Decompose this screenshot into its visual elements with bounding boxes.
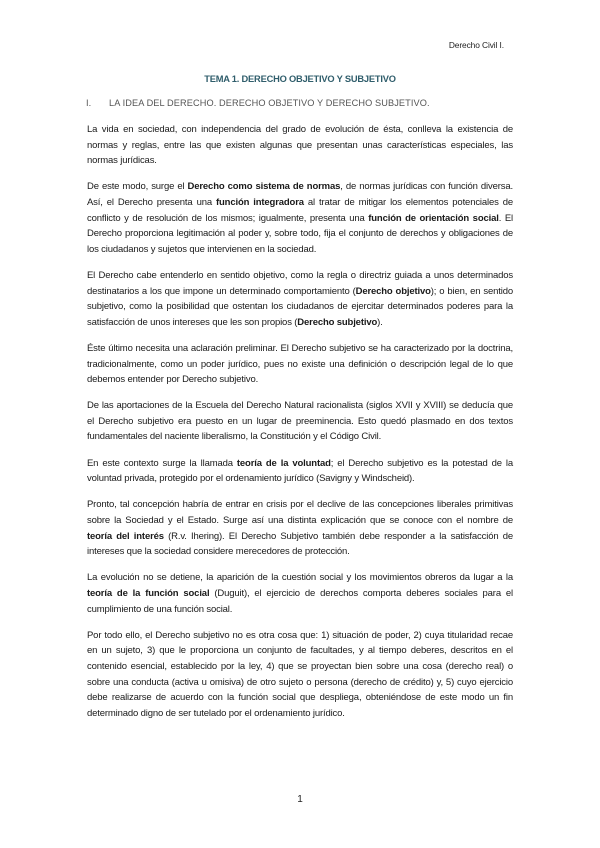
document-body — [87, 122, 513, 732]
bold-term: teoría de la función social — [87, 588, 210, 599]
paragraph-text: El Derecho cabe entenderlo en sentido objetivo, como la regla o directriz guiada a unos determinados destinatarios a los que impone un determinado comportamiento ( — [87, 269, 513, 297]
paragraph-text: Pronto, tal concepción habría de entrar en crisis por el declive de las concepciones liberales primitivas sobre la Sociedad y el Estado. Surge así una distinta explicación que se conoce con el nombre de — [87, 499, 513, 527]
section-heading-text: LA IDEA DEL DERECHO. DERECHO OBJETIVO Y DERECHO SUBJETIVO. — [109, 98, 430, 108]
paragraph-text: Éste último necesita una aclaración preliminar. El Derecho subjetivo se ha caracterizado por la doctrina, tradicionalmente, como un poder jurídico, pues no existe una definición o descripción legal de lo que debemos entender por Derecho subjetivo. — [87, 342, 513, 386]
bold-term: función integradora — [216, 196, 304, 208]
paragraph-text: La evolución no se detiene, la aparición de la cuestión social y los movimientos obreros da lugar a la — [87, 572, 513, 584]
paragraph-text: (Duguit), el ejercicio de derechos comporta deberes sociales para el cumplimiento de una función social. — [87, 588, 513, 615]
document-title: TEMA 1. DERECHO OBJETIVO Y SUBJETIVO — [204, 74, 396, 84]
paragraph-text: ). — [377, 316, 383, 328]
paragraph-text: La vida en sociedad, con independencia del grado de evolución de ésta, conlleva la existencia de normas y reglas, entre las que existen algunas que presentan unas características especiales, las normas jurídicas. — [87, 124, 513, 167]
section-number: I. — [86, 98, 92, 108]
paragraph-text: . El Derecho proporciona legitimación al poder y, sobre todo, fija el conjunto de derechos y obligaciones de los ciudadanos y sujetos que intervienen en la sociedad. — [87, 212, 513, 255]
paragraph — [87, 398, 513, 445]
paragraph — [87, 122, 513, 169]
page-number: 1 — [297, 794, 303, 805]
paragraph-text: En este contexto surge la llamada — [87, 457, 237, 469]
paragraph-text: al tratar de mitigar los elementos potenciales de conflicto y de resolución de los mismos; igualmente, presenta una — [87, 196, 513, 224]
paragraph — [87, 628, 513, 722]
paragraph-text: De las aportaciones de la Escuela del Derecho Natural racionalista (siglos XVII y XVIII) se deducía que el Derecho subjetivo era puesto en un lugar de preeminencia. Esto quedó plasmado en dos textos fundamentales del naciente liberalismo, la Constitución y el Código Civil. — [87, 400, 513, 443]
paragraph-text: ); o bien, en sentido subjetivo, como la posibilidad que ostentan los ciudadanos de ejercitar determinados poderes para la satisfacción de unos intereses que les son propios ( — [87, 285, 513, 328]
paragraph-text: ; el Derecho subjetivo es la potestad de la voluntad privada, protegido por el ordenamiento jurídico (Savigny y Windscheid). — [87, 457, 514, 485]
running-header: Derecho Civil I. — [448, 40, 504, 50]
paragraph — [87, 456, 513, 487]
paragraph — [87, 497, 513, 559]
bold-term: Derecho como sistema de normas — [187, 181, 341, 193]
paragraph-text: (R.v. Ihering). El Derecho Subjetivo también debe responder a la satisfacción de intereses que la sociedad considere merecedores de protección. — [87, 530, 513, 558]
bold-term: Derecho objetivo — [355, 285, 431, 297]
paragraph-text: De este modo, surge el — [87, 181, 188, 193]
paragraph — [87, 268, 513, 330]
bold-term: función de orientación social — [368, 212, 499, 224]
bold-term: Derecho subjetivo — [297, 316, 378, 328]
bold-term: teoría del interés — [87, 530, 164, 542]
paragraph — [87, 179, 513, 257]
section-heading — [86, 98, 430, 108]
paragraph-text: , de normas jurídicas con función diversa. Así, el Derecho presenta una — [87, 181, 513, 208]
paragraph — [87, 570, 513, 617]
bold-term: teoría de la voluntad — [236, 457, 331, 469]
paragraph — [87, 341, 513, 388]
paragraph-text: Por todo ello, el Derecho subjetivo no es otra cosa que: 1) situación de poder, 2) cuya titularidad recae en un sujeto, 3) que le proporciona un conjunto de facultades, y al tiempo deberes, descritos en el contenido esencial, establecido por la ley, 4) que se proyectan bien sobre una cosa (derecho real) o sobre una conducta (activa u omisiva) de otro sujeto o persona (derecho de crédito) y, 5) cuyo ejercicio debe realizarse de acuerdo con la función social que despliega, obteniéndose de este modo un fin determinado digno de ser tutelado por el ordenamiento jurídico. — [87, 629, 513, 719]
